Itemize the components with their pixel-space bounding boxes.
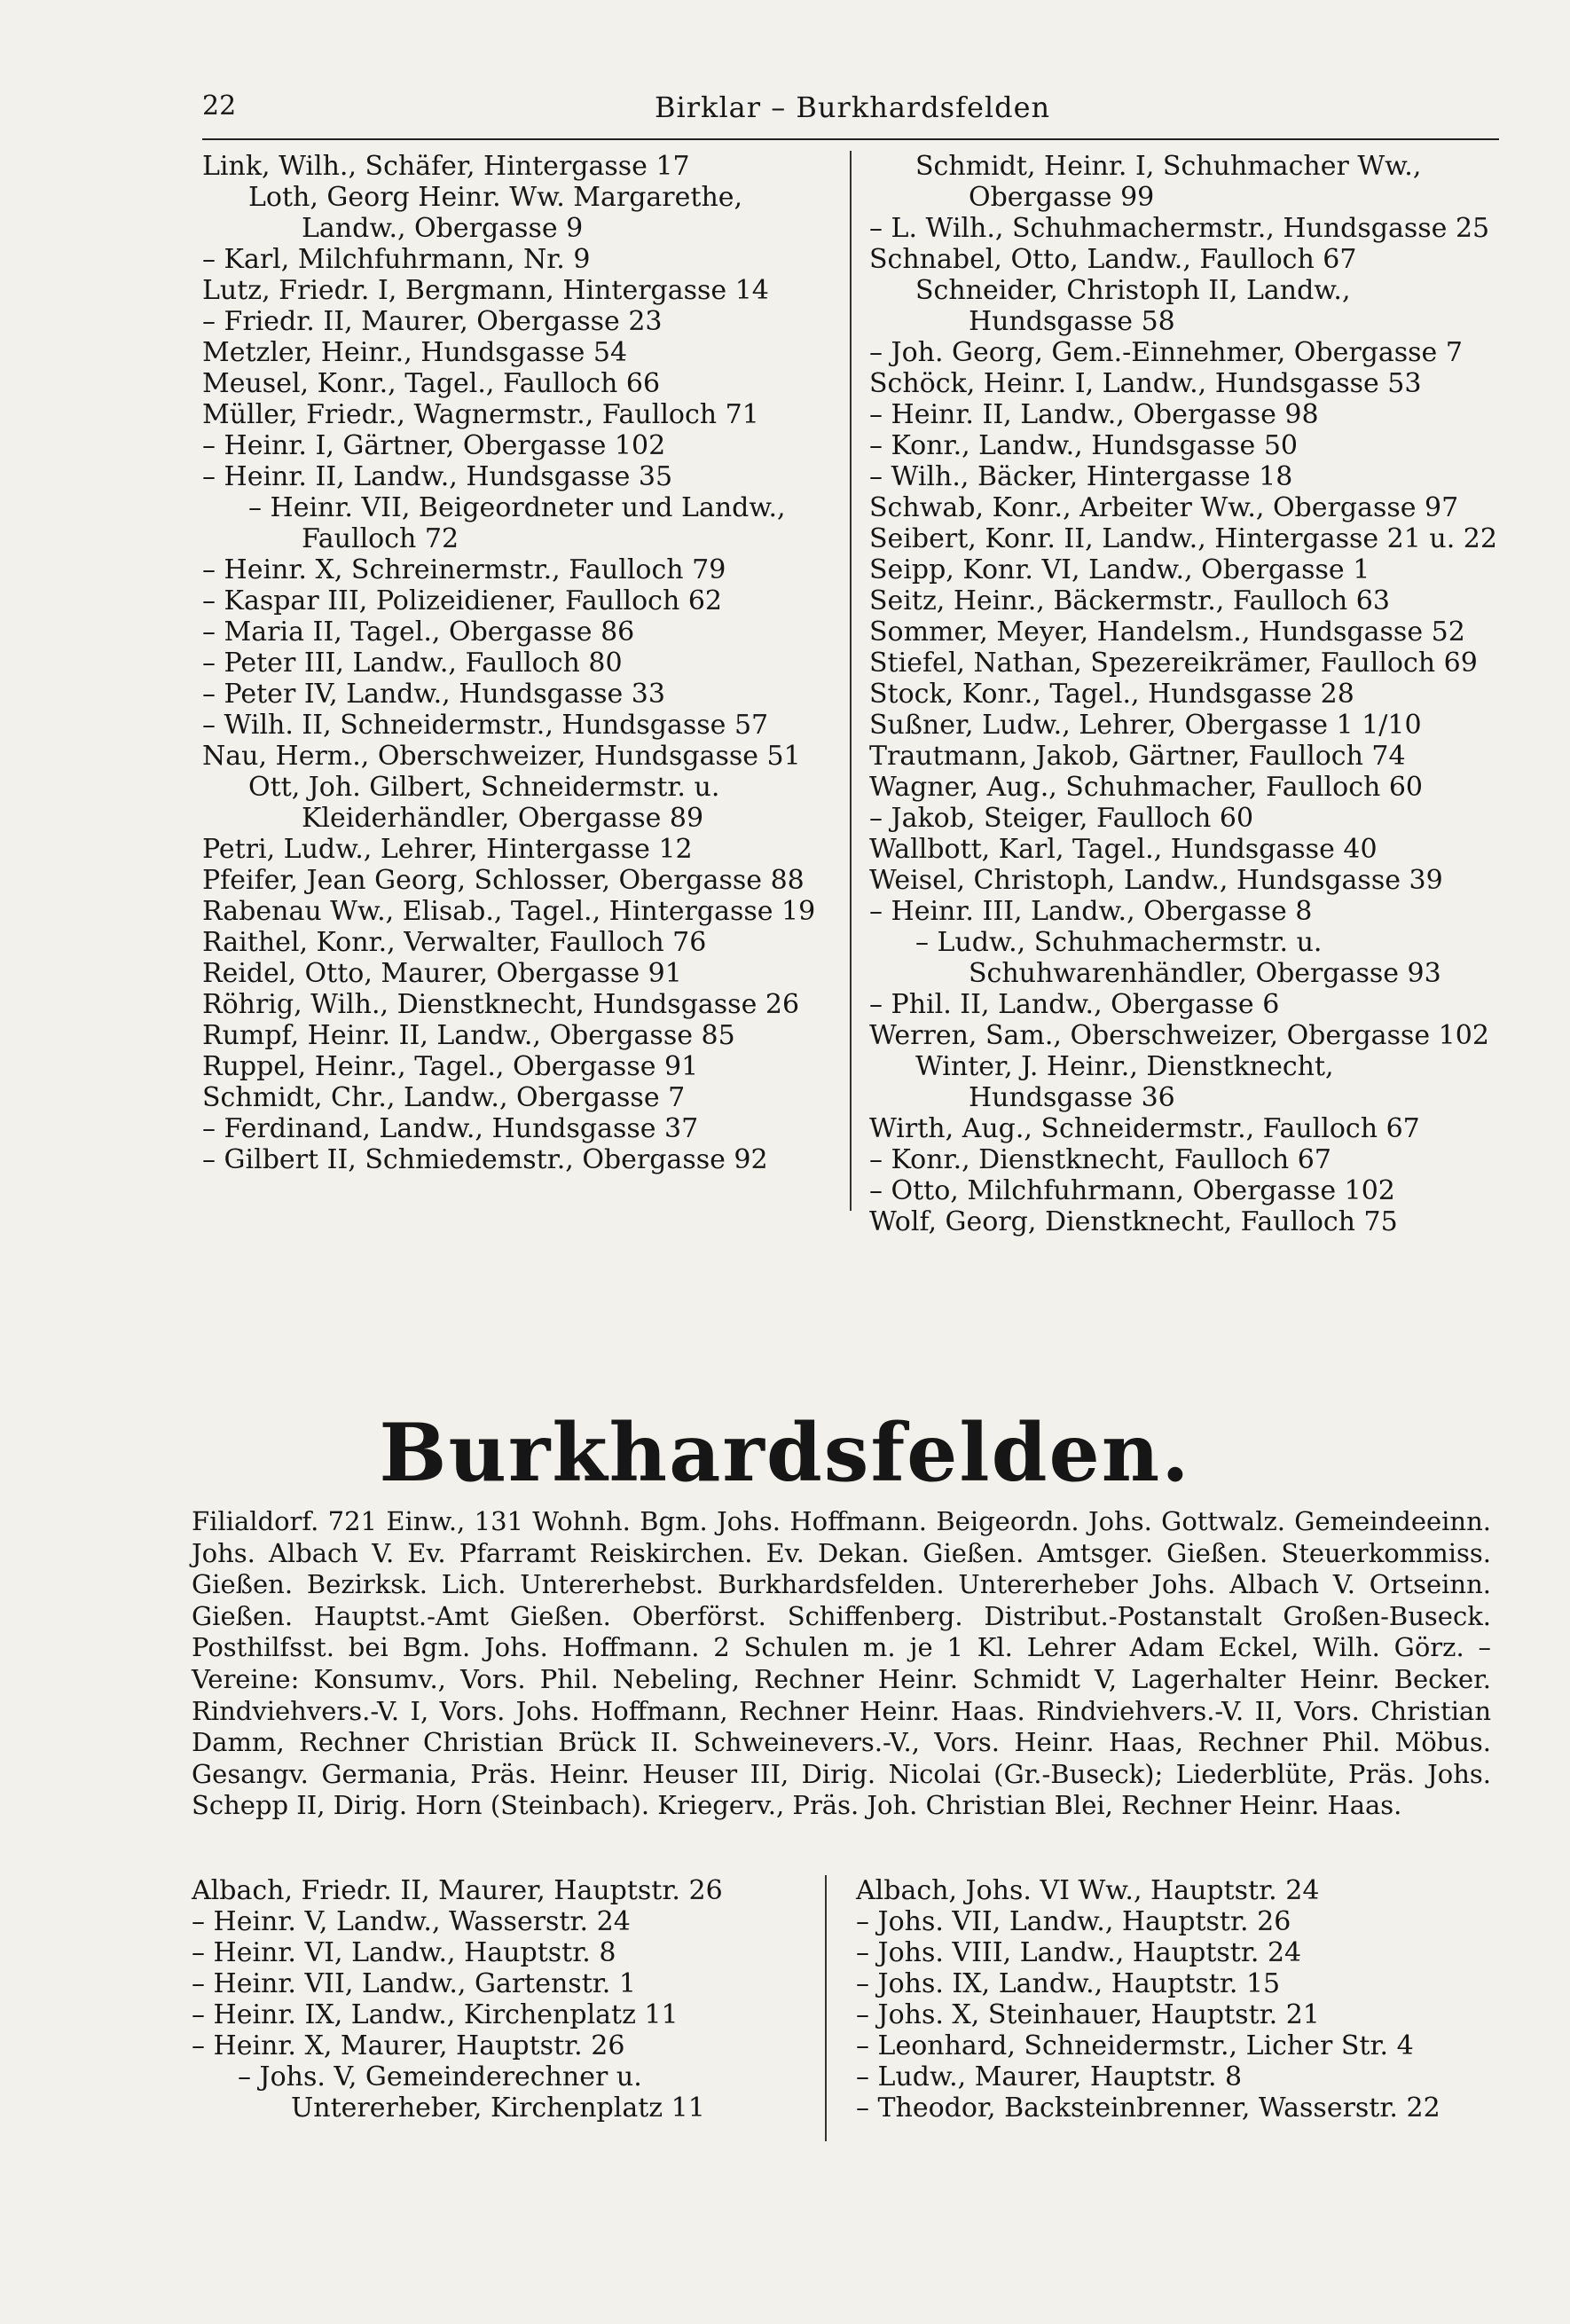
directory-entry: – Konr., Dienstknecht, Faulloch 67 [869, 1144, 1331, 1175]
directory-entry: Raithel, Konr., Verwalter, Faulloch 76 [202, 927, 707, 958]
directory-entry: Wagner, Aug., Schuhmacher, Faulloch 60 [869, 772, 1424, 803]
directory-entry: Röhrig, Wilh., Dienstknecht, Hundsgasse 26 [202, 989, 800, 1020]
directory-entry: Lutz, Friedr. I, Bergmann, Hintergasse 14 [202, 275, 769, 306]
directory-entry: Schnabel, Otto, Landw., Faulloch 67 [869, 244, 1357, 275]
directory-entry: Albach, Friedr. II, Maurer, Hauptstr. 26 [192, 1875, 723, 1906]
directory-entry: Reidel, Otto, Maurer, Obergasse 91 [202, 958, 682, 989]
directory-entry: – Otto, Milchfuhrmann, Obergasse 102 [869, 1175, 1395, 1206]
directory-entry: Trautmann, Jakob, Gärtner, Faulloch 74 [869, 741, 1406, 772]
column-divider [850, 151, 852, 1211]
directory-entry: – Heinr. III, Landw., Obergasse 8 [869, 896, 1313, 927]
directory-entry: – Leonhard, Schneidermstr., Licher Str. 4 [856, 2030, 1414, 2061]
directory-entry: – Johs. X, Steinhauer, Hauptstr. 21 [856, 1999, 1320, 2030]
directory-entry: Stiefel, Nathan, Spezereikrämer, Faulloch 69 [869, 648, 1478, 679]
directory-entry: Loth, Georg Heinr. Ww. Margarethe, Landw., Obergasse 9 [248, 182, 743, 244]
column-divider [825, 1875, 827, 2141]
page-header [202, 85, 1497, 138]
directory-entry: Petri, Ludw., Lehrer, Hintergasse 12 [202, 834, 693, 865]
directory-entry: Schmidt, Heinr. I, Schuhmacher Ww., Obergasse 99 [915, 151, 1422, 213]
directory-entry: – Konr., Landw., Hundsgasse 50 [869, 430, 1298, 461]
directory-entry: – Wilh., Bäcker, Hintergasse 18 [869, 461, 1293, 492]
directory-entry: – Johs. V, Gemeinderechner u. Untererheber, Kirchenplatz 11 [238, 2061, 705, 2124]
directory-entry: Schwab, Konr., Arbeiter Ww., Obergasse 97 [869, 492, 1459, 523]
directory-entry: – Heinr. VII, Beigeordneter und Landw., Faulloch 72 [248, 492, 786, 554]
directory-entry: Albach, Johs. VI Ww., Hauptstr. 24 [856, 1875, 1320, 1906]
directory-entry: Rumpf, Heinr. II, Landw., Obergasse 85 [202, 1020, 735, 1051]
directory-entry: Wallbott, Karl, Tagel., Hundsgasse 40 [869, 834, 1378, 865]
directory-entry: Metzler, Heinr., Hundsgasse 54 [202, 337, 628, 368]
burkhardsfelden-right-column [856, 1875, 1491, 2124]
directory-entry: Ruppel, Heinr., Tagel., Obergasse 91 [202, 1051, 699, 1082]
directory-entry: – Heinr. X, Schreinermstr., Faulloch 79 [202, 554, 726, 585]
directory-entry: Seipp, Konr. VI, Landw., Obergasse 1 [869, 554, 1370, 585]
directory-entry: Wolf, Georg, Dienstknecht, Faulloch 75 [869, 1206, 1398, 1237]
directory-entry: Wirth, Aug., Schneidermstr., Faulloch 67 [869, 1113, 1420, 1144]
directory-entry: – Ludw., Maurer, Hauptstr. 8 [856, 2061, 1243, 2092]
directory-entry: – Ferdinand, Landw., Hundsgasse 37 [202, 1113, 699, 1144]
directory-entry: Müller, Friedr., Wagnermstr., Faulloch 71 [202, 399, 759, 430]
directory-entry: – Heinr. VII, Landw., Gartenstr. 1 [192, 1968, 636, 1999]
directory-entry: – Joh. Georg, Gem.-Einnehmer, Obergasse 7 [869, 337, 1463, 368]
directory-entry: – Phil. II, Landw., Obergasse 6 [869, 989, 1280, 1020]
directory-entry: Ott, Joh. Gilbert, Schneidermstr. u. Kleiderhändler, Obergasse 89 [248, 772, 720, 834]
directory-entry: – Peter IV, Landw., Hundsgasse 33 [202, 679, 665, 710]
burkhardsfelden-left-column [192, 1875, 823, 2124]
directory-entry: – L. Wilh., Schuhmachermstr., Hundsgasse 25 [869, 213, 1490, 244]
directory-entry: Pfeifer, Jean Georg, Schlosser, Obergasse 88 [202, 865, 805, 896]
directory-entry: Sommer, Meyer, Handelsm., Hundsgasse 52 [869, 616, 1465, 648]
directory-entry: Sußner, Ludw., Lehrer, Obergasse 1 1/10 [869, 710, 1422, 741]
page-number: 22 [202, 90, 237, 122]
directory-entry: Schmidt, Chr., Landw., Obergasse 7 [202, 1082, 686, 1113]
directory-entry: – Heinr. II, Landw., Hundsgasse 35 [202, 461, 673, 492]
section-title: Burkhardsfelden. [379, 1406, 1191, 1500]
directory-entry: Seitz, Heinr., Bäckermstr., Faulloch 63 [869, 585, 1390, 616]
directory-entry: – Heinr. I, Gärtner, Obergasse 102 [202, 430, 666, 461]
directory-entry: – Johs. VIII, Landw., Hauptstr. 24 [856, 1937, 1302, 1968]
running-head: Birklar – Burkhardsfelden [655, 90, 1051, 124]
directory-entry: – Wilh. II, Schneidermstr., Hundsgasse 57 [202, 710, 769, 741]
directory-entry: – Friedr. II, Maurer, Obergasse 23 [202, 306, 663, 337]
directory-entry: Meusel, Konr., Tagel., Faulloch 66 [202, 368, 661, 399]
section-intro: Filialdorf. 721 Einw., 131 Wohnh. Bgm. Johs. Hoffmann. Beigeordn. Johs. Gottwalz. Gemeindeeinn. Johs. Albach V. Ev. Pfarramt Reiskirchen. Ev. Dekan. Gießen. Amtsger. Gießen. Steuerkommiss. Gießen. Bezirksk. Lich. Untererhebst. Burkhardsfelden. Untererheber Johs. Albach V. Ortseinn. Gießen. Hauptst.-Amt Gießen. Oberförst. Schiffenberg. Distribut.-Postanstalt Großen-Buseck. Posthilfsst. bei Bgm. Johs. Hoffmann. 2 Schulen m. je 1 Kl. Lehrer Adam Eckel, Wilh. Görz. – Vereine: Konsumv., Vors. Phil. Nebeling, Rechner Heinr. Schmidt V, Lagerhalter Heinr. Becker. Rindviehvers.-V. I, Vors. Johs. Hoffmann, Rechner Heinr. Haas. Rindviehvers.-V. II, Vors. Christian Damm, Rechner Christian Brück II. Schweinevers.-V., Vors. Heinr. Haas, Rechner Phil. Möbus. Gesangv. Germania, Präs. Heinr. Heuser III, Dirig. Nicolai (Gr.-Buseck); Liederblüte, Präs. Johs. Schepp II, Dirig. Horn (Steinbach). Kriegerv., Präs. Joh. Christian Blei, Rechner Heinr. Haas. [192, 1506, 1491, 1821]
directory-entry: – Peter III, Landw., Faulloch 80 [202, 648, 623, 679]
directory-entry: Link, Wilh., Schäfer, Hintergasse 17 [202, 151, 690, 182]
directory-entry: – Heinr. IX, Landw., Kirchenplatz 11 [192, 1999, 679, 2030]
directory-entry: Seibert, Konr. II, Landw., Hintergasse 21 u. 22 [869, 523, 1497, 554]
directory-entry: – Johs. VII, Landw., Hauptstr. 26 [856, 1906, 1291, 1937]
directory-entry: – Heinr. VI, Landw., Hauptstr. 8 [192, 1937, 616, 1968]
directory-entry: Weisel, Christoph, Landw., Hundsgasse 39 [869, 865, 1443, 896]
birklar-left-column [202, 151, 841, 1175]
directory-entry: – Theodor, Backsteinbrenner, Wasserstr. 22 [856, 2092, 1440, 2124]
directory-entry: – Heinr. II, Landw., Obergasse 98 [869, 399, 1319, 430]
directory-entry: Schöck, Heinr. I, Landw., Hundsgasse 53 [869, 368, 1422, 399]
birklar-right-column [869, 151, 1499, 1237]
header-rule [202, 138, 1499, 140]
directory-entry: – Kaspar III, Polizeidiener, Faulloch 62 [202, 585, 723, 616]
directory-entry: Winter, J. Heinr., Dienstknecht, Hundsgasse 36 [915, 1051, 1334, 1113]
directory-entry: Schneider, Christoph II, Landw., Hundsgasse 58 [915, 275, 1351, 337]
directory-entry: Nau, Herm., Oberschweizer, Hundsgasse 51 [202, 741, 801, 772]
directory-entry: Stock, Konr., Tagel., Hundsgasse 28 [869, 679, 1354, 710]
directory-entry: Werren, Sam., Oberschweizer, Obergasse 102 [869, 1020, 1489, 1051]
directory-entry: – Gilbert II, Schmiedemstr., Obergasse 92 [202, 1144, 768, 1175]
directory-entry: Rabenau Ww., Elisab., Tagel., Hintergasse 19 [202, 896, 816, 927]
directory-entry: – Heinr. X, Maurer, Hauptstr. 26 [192, 2030, 625, 2061]
directory-entry: – Jakob, Steiger, Faulloch 60 [869, 803, 1254, 834]
directory-entry: – Heinr. V, Landw., Wasserstr. 24 [192, 1906, 631, 1937]
directory-entry: – Maria II, Tagel., Obergasse 86 [202, 616, 635, 648]
directory-entry: – Johs. IX, Landw., Hauptstr. 15 [856, 1968, 1281, 1999]
directory-entry: – Karl, Milchfuhrmann, Nr. 9 [202, 244, 591, 275]
directory-entry: – Ludw., Schuhmachermstr. u. Schuhwarenhändler, Obergasse 93 [915, 927, 1441, 989]
